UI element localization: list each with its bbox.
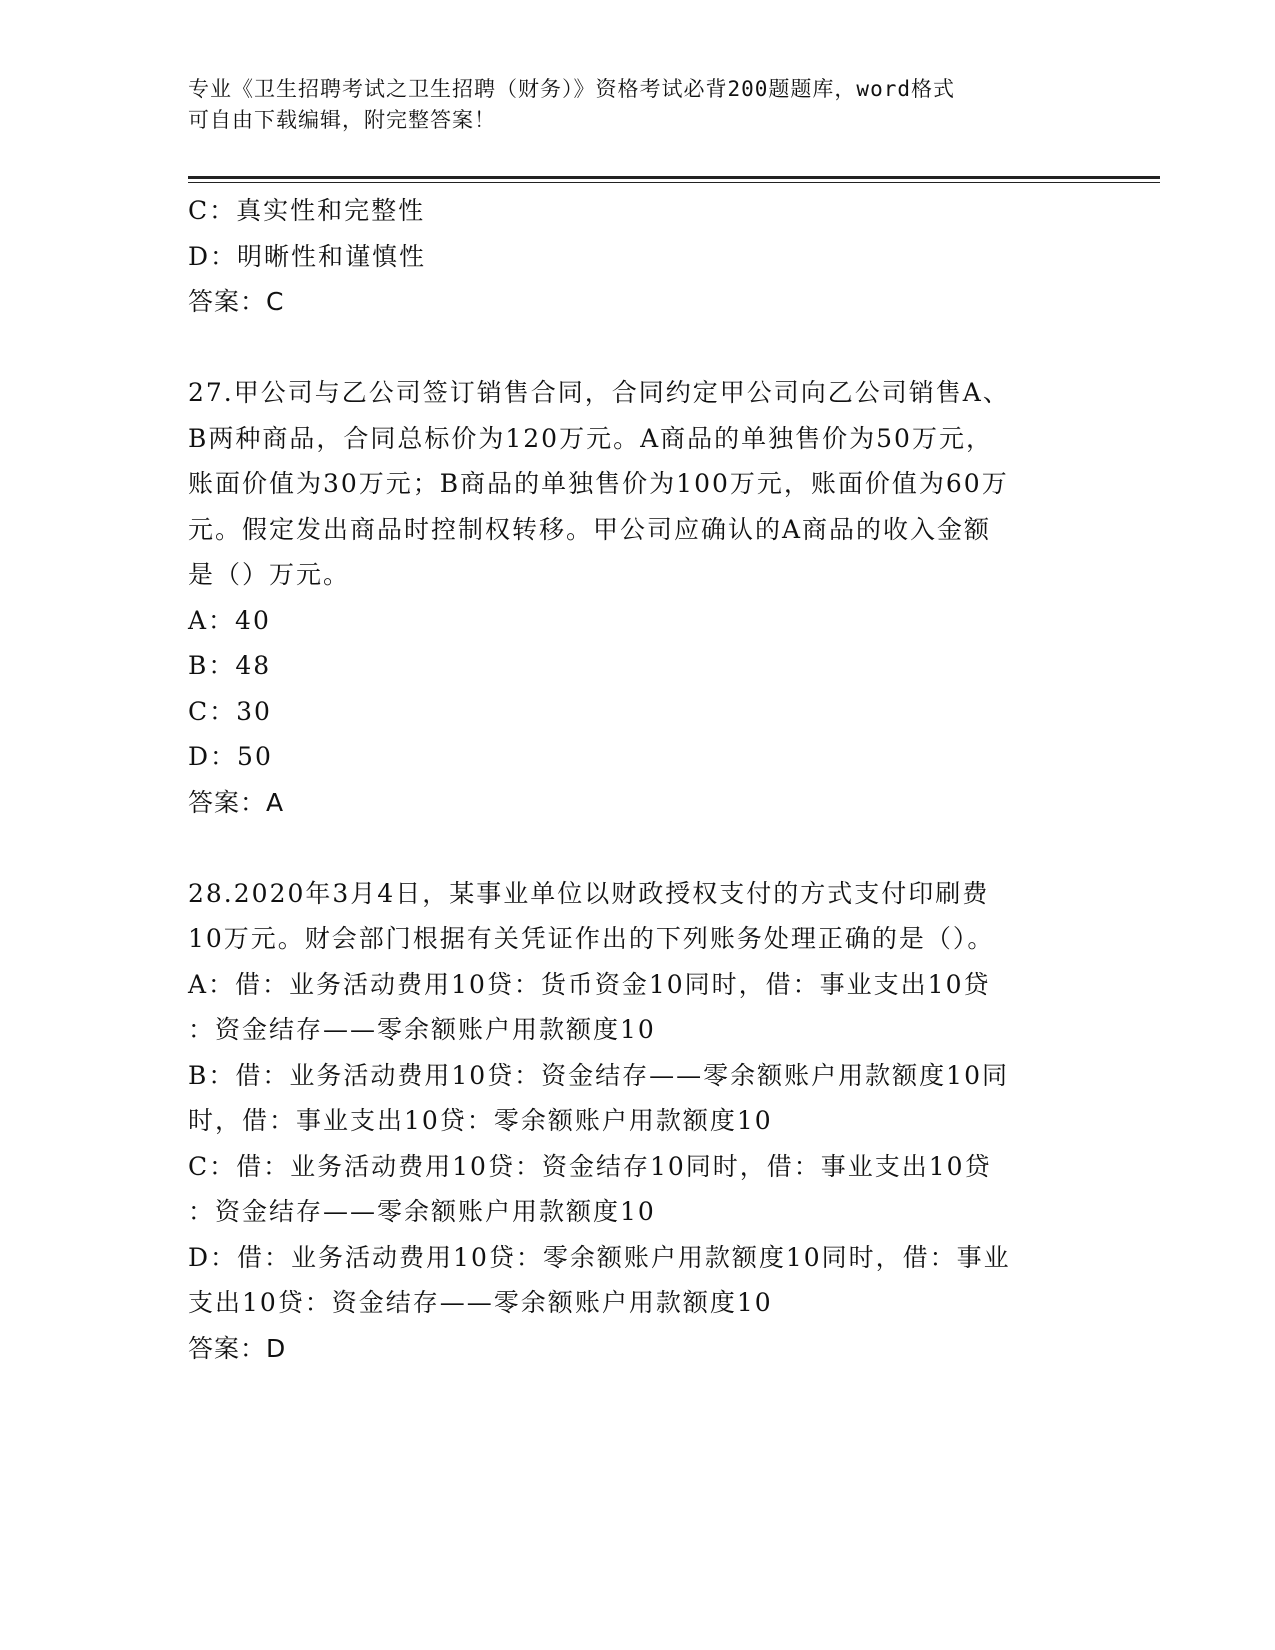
question-stem-line: B两种商品，合同总标价为120万元。A商品的单独售价为50万元， — [188, 423, 993, 453]
option-line: A：40 — [188, 605, 271, 635]
option-line: ：资金结存——零余额账户用款额度10 — [188, 1197, 656, 1226]
option-line: B：借：业务活动费用10贷：资金结存——零余额账户用款额度10同 — [188, 1060, 1009, 1090]
question-content — [188, 188, 1088, 1371]
question-stem-line: 是（）万元。 — [188, 560, 351, 589]
previous-question-block — [188, 188, 1088, 325]
option-line: D：50 — [188, 742, 273, 771]
question-28-block — [188, 871, 1088, 1372]
answer-line: 答案：D — [188, 1333, 287, 1363]
question-stem-line: 账面价值为30万元；B商品的单独售价为100万元，账面价值为60万 — [188, 469, 1009, 498]
spacer — [188, 325, 1088, 371]
header-divider-thick — [188, 176, 1160, 179]
option-line: A：借：业务活动费用10贷：货币资金10同时，借：事业支出10贷 — [188, 969, 991, 999]
option-line: C：30 — [188, 696, 272, 726]
header-line: 可自由下载编辑，附完整答案！ — [188, 108, 496, 132]
option-line: D：借：业务活动费用10贷：零余额账户用款额度10同时，借：事业 — [188, 1242, 1011, 1272]
header-divider-thin — [188, 182, 1160, 183]
option-line: 支出10贷：资金结存——零余额账户用款额度10 — [188, 1288, 773, 1317]
question-stem-line: 27.甲公司与乙公司签订销售合同，合同约定甲公司向乙公司销售A、 — [188, 378, 1010, 407]
question-stem-line: 10万元。财会部门根据有关凭证作出的下列账务处理正确的是（）。 — [188, 924, 995, 953]
answer-line: 答案：A — [188, 787, 285, 817]
question-stem-line: 元。假定发出商品时控制权转移。甲公司应确认的A商品的收入金额 — [188, 514, 992, 544]
document-header — [188, 74, 1088, 136]
spacer — [188, 825, 1088, 871]
header-line: 专业《卫生招聘考试之卫生招聘（财务）》资格考试必背200题题库，word格式 — [188, 77, 955, 101]
option-line: C：真实性和完整性 — [188, 196, 426, 225]
option-line: C：借：业务活动费用10贷：资金结存10同时，借：事业支出10贷 — [188, 1151, 992, 1181]
option-line: ：资金结存——零余额账户用款额度10 — [188, 1015, 656, 1044]
answer-line: 答案：C — [188, 287, 285, 316]
option-line: B：48 — [188, 651, 272, 680]
option-line: 时，借：事业支出10贷：零余额账户用款额度10 — [188, 1106, 773, 1135]
question-stem-line: 28.2020年3月4日，某事业单位以财政授权支付的方式支付印刷费 — [188, 878, 990, 908]
option-line: D：明晰性和谨慎性 — [188, 241, 427, 271]
question-27-block — [188, 370, 1088, 825]
